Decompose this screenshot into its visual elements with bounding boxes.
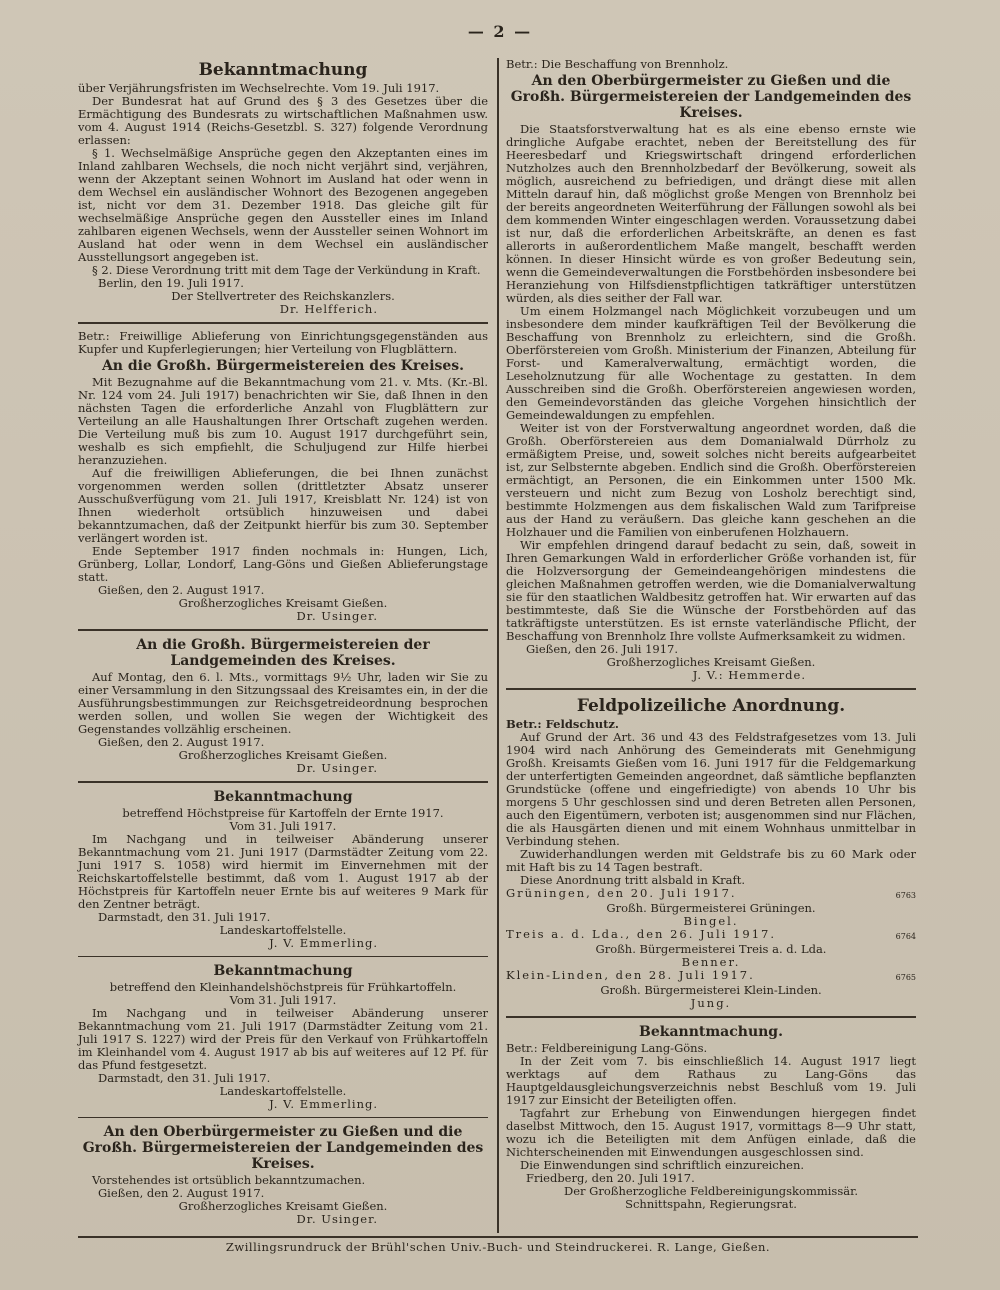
section-divider [506, 1016, 916, 1018]
printer-imprint: Zwillingsrundruck der Brühl'schen Univ.-Buch- und Steindruckerei. R. Lange, Gießen. [225, 1240, 771, 1254]
office: Großherzogliches Kreisamt Gießen. [178, 596, 388, 610]
place-date: Gießen, den 2. August 1917. [98, 735, 265, 749]
paragraph: In der Zeit vom 7. bis einschließlich 14. August 1917 liegt werktags auf dem Rathaus zu Lang-Göns das Hauptgeldausgleichungsverzeichnis nebst Beschluß vom 19. Juli 1917 zur Einsicht der Beteiligten offen. [506, 1054, 916, 1107]
office: Großh. Bürgermeisterei Klein-Linden. [600, 983, 822, 997]
paragraph: Tagfahrt zur Erhebung von Einwendungen hiergegen findet daselbst Mittwoch, den 15. August 1917, vormittags 8—9 Uhr statt, wozu ich die Beteiligten mit dem Anfügen einlade, daß die Nichterscheinenden mit Einwendungen ausgeschlossen sind. [506, 1106, 916, 1159]
office: Der Stellvertreter des Reichskanzlers. [171, 289, 395, 303]
notice-title: Bekanntmachung [213, 789, 353, 805]
office: Großh. Bürgermeisterei Treis a. d. Lda. [595, 942, 827, 956]
notice-title: Bekanntmachung. [639, 1024, 783, 1040]
place-date: Gießen, den 2. August 1917. [98, 583, 265, 597]
notice-brennholz [506, 58, 916, 682]
notice-kartoffel-hoechstpreise [78, 789, 488, 950]
subject-line: Betr.: Feldbereinigung Lang-Göns. [506, 1041, 708, 1055]
notice-date: Vom 31. Juli 1917. [229, 993, 337, 1007]
paragraph: Diese Anordnung tritt alsbald in Kraft. [520, 873, 746, 887]
paragraph: Auf Grund der Art. 36 und 43 des Feldstrafgesetzes vom 13. Juli 1904 wird nach Anhörung des Gemeinderats mit Genehmigung Großh. Kreisamts Gießen vom 16. Juni 1917 für die Feldgemarkung der unterfertigten Gemeinden angeordnet, daß sämtliche bepflanzten Grundstücke (offene und eingefriedigte) von abends 10 Uhr bis morgens 5 Uhr geschlossen sind und deren Betreten allen Personen, auch den Eigentümern, verboten ist; ausgenommen sind nur Flächen, die als Hausgärten dienen und mit einem Wohnhaus unmittelbar in Verbindung stehen. [506, 730, 916, 848]
entry-place-date [506, 887, 916, 902]
signature: J. V. Emmerling. [269, 1097, 378, 1111]
section-divider [78, 956, 488, 957]
paragraph: Im Nachgang und in teilweiser Abänderung unserer Bekanntmachung vom 21. Juni 1917 (Darmstädter Zeitung vom 22. Juni 1917 S. 1058) wird hiermit im Einvernehmen mit der Reichskartoffelstelle bestimmt, daß vom 1. August 1917 ab der Höchstpreis für Kartoffeln neuer Ernte bis auf weiteres 9 Mark für den Zentner beträgt. [78, 832, 488, 911]
signature: Dr. Usinger. [296, 1212, 378, 1226]
notice-kupfer [78, 330, 488, 623]
right-column [506, 58, 916, 1217]
notice-subtitle: betreffend den Kleinhandelshöchstpreis für Frühkartoffeln. [109, 980, 457, 994]
paragraph: Die Staatsforstverwaltung hat es als eine ebenso ernste wie dringliche Aufgabe erachtet, neben der Bereitstellung des für Heeresbedarf und Kriegswirtschaft dringend erforderlichen Nutzholzes auch den Brennholzbedarf der Bevölkerung, soweit als möglich, ausreichend zu befriedigen, und drängt diese mit allen Mitteln darauf hin, daß möglichst große Mengen von Brennholz bei der bereits angeordneten Weiterführung der Fällungen sowohl als bei dem kommenden Winter eingeschlagen werden. Voraussetzung dabei ist nur, daß die erforderlichen Arbeitskräfte, an denen es fast allerorts in außerordentlichem Maße mangelt, beschafft werden können. In dieser Hinsicht würde es von großer Bedeutung sein, wenn die Gemeindeverwaltungen die Forstbehörden insbesondere bei Heranziehung von Hilfsdienstpflichtigen tatkräftiger unterstützen würden, als dies seither der Fall war. [506, 122, 916, 305]
place-date: Gießen, den 2. August 1917. [98, 1186, 265, 1200]
paragraph: Im Nachgang und in teilweiser Abänderung unserer Bekanntmachung vom 21. Juli 1917 (Darmstädter Zeitung vom 21. Juli 1917 S. 1227) wird der Preis für den Verkauf von Frühkartoffeln im Kleinhandel vom 4. August 1917 ab bis auf weiteres auf 12 Pf. für das Pfund festgesetzt. [78, 1006, 488, 1072]
subject-line: Betr.: Die Beschaffung von Brennholz. [506, 57, 729, 71]
office: Der Großherzogliche Feldbereinigungskommissär. [564, 1184, 858, 1198]
office: Großherzogliches Kreisamt Gießen. [606, 655, 816, 669]
place-date: Gießen, den 26. Juli 1917. [526, 642, 678, 656]
paragraph: Mit Bezugnahme auf die Bekanntmachung vom 21. v. Mts. (Kr.-Bl. Nr. 124 vom 24. Juli 1917) benachrichten wir Sie, daß Ihnen in den nächsten Tagen die erforderliche Anzahl von Flugblättern zur Verteilung an alle Haushaltungen Ihrer Ortschaft zugehen werden. Die Verteilung muß bis zum 10. August 1917 durchgeführt sein, weshalb es sich empfiehlt, die Schuljugend zur Hilfe hierbei heranzuziehen. [78, 375, 488, 467]
signature: Dr. Usinger. [296, 609, 378, 623]
place-date: Grüningen, den 20. Juli 1917. [506, 886, 737, 900]
entry-place-date [506, 928, 916, 943]
notice-title: An die Großh. Bürgermeistereien des Kreises. [101, 358, 465, 374]
office: Großh. Bürgermeisterei Grüningen. [606, 901, 816, 915]
notice-fruehkartoffeln [78, 963, 488, 1111]
paragraph: § 2. Diese Verordnung tritt mit dem Tage der Verkündung in Kraft. [92, 263, 481, 277]
notice-title: Bekanntmachung [198, 60, 368, 80]
office: Großherzogliches Kreisamt Gießen. [178, 1199, 388, 1213]
footer-rule [78, 1236, 918, 1238]
paragraph: Die Einwendungen sind schriftlich einzureichen. [520, 1158, 805, 1172]
reference-number: 6765 [895, 973, 916, 982]
reference-number: 6763 [895, 891, 916, 900]
place-date: Klein-Linden, den 28. Juli 1917. [506, 968, 755, 982]
paragraph: Um einem Holzmangel nach Möglichkeit vorzubeugen und um insbesondere dem minder kaufkräftigen Teil der Bevölkerung die Beschaffung von Brennholz zu erleichtern, sind die Großh. Oberförstereien vom Großh. Ministerium der Finanzen, Abteilung für Forst- und Kameralverwaltung, ermächtigt worden, die Leseholznutzung für alle Wochentage zu gestatten. In dem Ausschreiben sind die Großh. Oberförstereien angewiesen worden, den Gemeindevorständen das gleiche Vorgehen hinsichtlich der Gemeindewaldungen zu empfehlen. [506, 304, 916, 422]
paragraph: Ende September 1917 finden nochmals in: Hungen, Lich, Grünberg, Lollar, Londorf, Lang-Göns und Gießen Ablieferungstage statt. [78, 544, 488, 584]
office: Landeskartoffelstelle. [219, 923, 347, 937]
entry-place-date [506, 969, 916, 984]
signature: Bingel. [683, 914, 739, 928]
section-divider [506, 688, 916, 690]
page-number: — 2 — [467, 22, 533, 41]
signature: Schnittspahn, Regierungsrat. [625, 1197, 797, 1211]
office: Großherzogliches Kreisamt Gießen. [178, 748, 388, 762]
notice-feldpolizei [506, 696, 916, 1010]
section-divider [78, 1117, 488, 1118]
paragraph: Zuwiderhandlungen werden mit Geldstrafe bis zu 60 Mark oder mit Haft bis zu 14 Tagen bestraft. [506, 847, 916, 874]
paragraph: Vorstehendes ist ortsüblich bekanntzumachen. [92, 1173, 366, 1187]
section-divider [78, 322, 488, 324]
notice-wechselrecht [78, 60, 488, 316]
notice-title: An den Oberbürgermeister zu Gießen und die Großh. Bürgermeistereien der Landgemeinden des Kreises. [510, 73, 912, 121]
signature: Benner. [681, 955, 741, 969]
signature: J. V.: Hemmerde. [692, 668, 806, 682]
place-date: Friedberg, den 20. Juli 1917. [526, 1171, 695, 1185]
column-divider [497, 58, 499, 1233]
notice-title: An die Großh. Bürgermeistereien der Landgemeinden des Kreises. [136, 637, 430, 669]
signature: Dr. Helfferich. [279, 302, 378, 316]
signature: Dr. Usinger. [296, 761, 378, 775]
paragraph: Der Bundesrat hat auf Grund des § 3 des Gesetzes über die Ermächtigung des Bundesrats zu wirtschaftlichen Maßnahmen usw. vom 4. August 1914 (Reichs-Gesetzbl. S. 327) folgende Verordnung erlassen: [78, 94, 488, 147]
place-date: Darmstadt, den 31. Juli 1917. [98, 910, 271, 924]
notice-feldbereinigung [506, 1024, 916, 1211]
office: Landeskartoffelstelle. [219, 1084, 347, 1098]
paragraph: Auf die freiwilligen Ablieferungen, die bei Ihnen zunächst vorgenommen werden sollen (drittletzter Absatz unserer Ausschußverfügung vom 21. Juli 1917, Kreisblatt Nr. 124) ist von Ihnen wiederholt ortsüblich hinzuweisen und dabei bekanntzumachen, daß der Zeitpunkt hierfür bis zum 30. September verlängert worden ist. [78, 466, 488, 545]
left-column [78, 58, 488, 1232]
section-divider [78, 629, 488, 631]
paragraph: über Verjährungsfristen im Wechselrechte. Vom 19. Juli 1917. [78, 81, 440, 95]
notice-date: Vom 31. Juli 1917. [229, 819, 337, 833]
signature: Jung. [690, 996, 732, 1010]
place-date: Berlin, den 19. Juli 1917. [98, 276, 244, 290]
reference-number: 6764 [895, 932, 916, 941]
notice-title: Feldpolizeiliche Anordnung. [576, 696, 846, 716]
paragraph: Weiter ist von der Forstverwaltung angeordnet worden, daß die Großh. Oberförstereien aus dem Domanialwald Dürrholz zu ermäßigtem Preise, und, soweit solches nicht bereits aufgearbeitet ist, zur Selbsternte abgeben. Endlich sind die Großh. Oberförstereien ermächtigt, an Personen, die ein Einkommen unter 1500 Mk. versteuern und nicht zum Bezug von Losholz berechtigt sind, bestimmte Holzmengen aus dem fiskalischen Wald zum Tarifpreise aus der Hand zu veräußern. Das gleiche kann geschehen an die Holzhauer und die Familien von einberufenen Holzhauern. [506, 421, 916, 539]
subject-line: Betr.: Freiwillige Ablieferung von Einrichtungsgegenständen aus Kupfer und Kupferlegierungen; hier Verteilung von Flugblättern. [78, 329, 488, 356]
notice-title: An den Oberbürgermeister zu Gießen und die Großh. Bürgermeistereien der Landgemeinden des Kreises. [82, 1124, 484, 1172]
notice-versammlung [78, 637, 488, 775]
notice-oberbuergermeister [78, 1124, 488, 1226]
notice-title: Bekanntmachung [213, 963, 353, 979]
subject-line: Betr.: Feldschutz. [506, 717, 619, 731]
signature: J. V. Emmerling. [269, 936, 378, 950]
section-divider [78, 781, 488, 783]
place-date: Darmstadt, den 31. Juli 1917. [98, 1071, 271, 1085]
place-date: Treis a. d. Lda., den 26. Juli 1917. [506, 927, 776, 941]
paragraph: Wir empfehlen dringend darauf bedacht zu sein, daß, soweit in Ihren Gemarkungen Wald in erforderlicher Größe vorhanden ist, für die Holzversorgung der Gemeindeangehörigen mindestens die gleichen Maßnahmen getroffen werden, wie die Domanialverwaltung sie für den staatlichen Waldbesitz getroffen hat. Wir erwarten auf das bestimmteste, daß Sie die Wünsche der Forstbehörden auf das tatkräftigste unterstützen. Es ist ernste vaterländische Pflicht, der Beschaffung von Brennholz Ihre vollste Aufmerksamkeit zu widmen. [506, 538, 916, 643]
paragraph: § 1. Wechselmäßige Ansprüche gegen den Akzeptanten eines im Inland zahlbaren Wechsels, die noch nicht verjährt sind, verjähren, wenn der Akzeptant seinen Wohnort im Ausland hat oder wenn in dem Wechsel ein ausländischer Wohnort des Bezogenen angegeben ist, nicht vor dem 31. Dezember 1918. Das gleiche gilt für wechselmäßige Ansprüche gegen den Aussteller eines im Inland zahlbaren eigenen Wechsels, wenn der Aussteller seinen Wohnort im Ausland hat oder wenn in dem Wechsel ein ausländischer Ausstellungsort angegeben ist. [78, 146, 488, 264]
notice-subtitle: betreffend Höchstpreise für Kartoffeln der Ernte 1917. [122, 806, 444, 820]
paragraph: Auf Montag, den 6. l. Mts., vormittags 9½ Uhr, laden wir Sie zu einer Versammlung in den Sitzungssaal des Kreisamtes ein, in der die Ausführungsbestimmungen zur Reichsgetreideordnung besprochen werden sollen, und wollen Sie wegen der Wichtigkeit des Gegenstandes vollzählig erscheinen. [78, 670, 488, 736]
